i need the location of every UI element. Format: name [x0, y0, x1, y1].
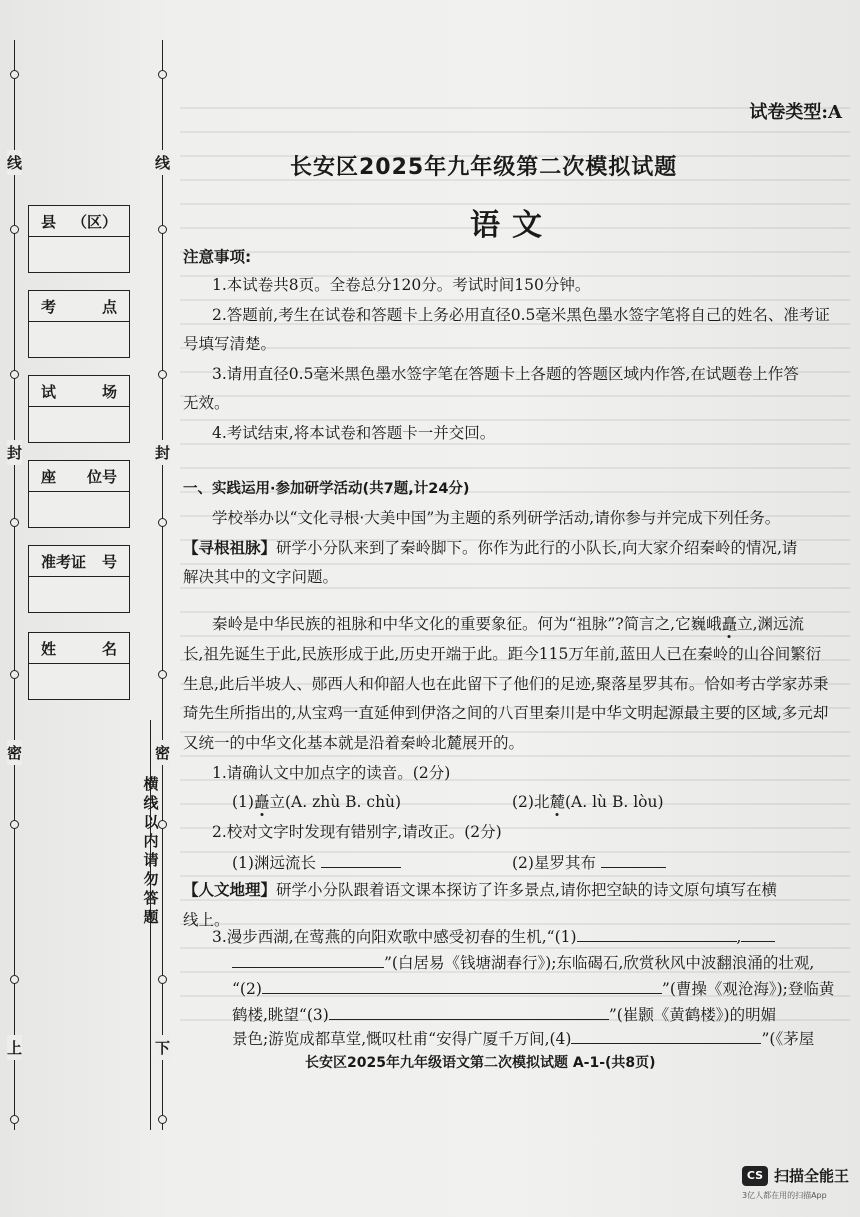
page-footer: 长安区2025年九年级语文第二次模拟试题 A-1-(共8页) — [305, 1055, 656, 1071]
question-text: 景色;游览成都草堂,慨叹杜甫“安得广厦千万间,(4) — [232, 1030, 572, 1048]
note-item: 2.答题前,考生在试卷和答题卡上务必用直径0.5毫米黑色墨水签字笔将自己的姓名、准考证 — [212, 306, 830, 324]
question-2-b — [512, 851, 666, 873]
binding-hole — [10, 975, 19, 984]
field-label: 县 — [41, 212, 57, 231]
exam-title: 长安区2025年九年级第二次模拟试题 — [290, 155, 678, 180]
exam-site-field[interactable] — [28, 290, 130, 358]
dotted-char: 矗 — [253, 793, 270, 811]
binding-hole — [158, 370, 167, 379]
passage-text: 秦岭是中华民族的祖脉和中华文化的重要象征。何为“祖脉”?简言之,它巍峨 — [212, 615, 722, 633]
passage-line — [212, 614, 804, 634]
task-intro — [183, 538, 797, 558]
answer-blank[interactable] — [321, 851, 401, 868]
binding-label-up: 上 — [7, 1035, 22, 1060]
question-1: 1.请确认文中加点字的读音。(2分) — [212, 764, 451, 782]
binding-hole — [158, 70, 167, 79]
binding-hole — [10, 820, 19, 829]
binding-hole — [158, 518, 167, 527]
question-text: ”(《茅屋 — [761, 1030, 815, 1048]
field-label: 座 — [41, 467, 57, 486]
binding-label-down: 下 — [155, 1035, 170, 1060]
note-item: 3.请用直径0.5毫米黑色墨水签字笔在答题卡上各题的答题区域内作答,在试题卷上作答 — [212, 365, 799, 383]
binding-hole — [158, 1115, 167, 1124]
question-1-option-b — [512, 792, 664, 812]
binding-hole — [10, 518, 19, 527]
dotted-char: 麓 — [549, 793, 565, 811]
passage-text: 立,渊远流 — [737, 615, 805, 633]
county-field[interactable] — [28, 205, 130, 273]
question-2: 2.校对文字时发现有错别字,请改正。(2分) — [212, 823, 502, 841]
option-number: (1) — [232, 793, 254, 811]
question-2-a — [232, 851, 401, 873]
field-label: 名 — [101, 639, 117, 658]
answer-blank[interactable] — [577, 925, 737, 942]
field-label: 点 — [101, 297, 117, 316]
task-text: 研学小分队跟着语文课本探访了许多景点,请你把空缺的诗文原句填写在横 — [276, 881, 777, 899]
binding-hole — [10, 225, 19, 234]
note-item: 号填写清楚。 — [183, 335, 277, 353]
subject-title: 语文 — [470, 208, 554, 243]
task-text: 解决其中的文字问题。 — [183, 568, 339, 586]
task-text: 线上。 — [183, 911, 230, 929]
binding-label-line: 线 — [7, 150, 22, 175]
answer-blank[interactable] — [329, 1003, 609, 1020]
admission-ticket-field[interactable] — [28, 545, 130, 613]
field-label: 号 — [101, 552, 117, 571]
question-3-line — [232, 951, 814, 973]
binding-hole — [10, 670, 19, 679]
binding-hole — [158, 975, 167, 984]
notes-heading: 注意事项: — [183, 248, 252, 266]
seat-number-field[interactable] — [28, 460, 130, 528]
option-text: 立(A. zhù B. chù) — [269, 793, 402, 811]
answer-blank[interactable] — [232, 951, 384, 968]
section-intro: 学校举办以“文化寻根·大美中国”为主题的系列研学活动,请你参与并完成下列任务。 — [212, 509, 781, 527]
passage-line: 生息,此后半坡人、郧西人和仰韶人也在此留下了他们的足迹,聚落星罗其布。恰如考古学家苏秉 — [183, 675, 829, 693]
passage-line: 又统一的中华文化基本就是沿着秦岭北麓展开的。 — [183, 734, 525, 752]
cs-logo-icon: CS — [742, 1166, 768, 1186]
paper-type: 试卷类型:A — [749, 102, 842, 123]
scanner-name: 扫描全能王 — [774, 1167, 850, 1185]
section-heading: 一、实践运用·参加研学活动(共7题,计24分) — [183, 481, 470, 497]
question-1-option-a — [232, 792, 401, 812]
passage-line: 琦先生所指出的,从宝鸡一直延伸到伊洛之间的八百里秦川是中华文明起源最主要的区域,多元却 — [183, 704, 829, 722]
binding-label-seal: 封 — [155, 440, 170, 465]
question-text: (2)星罗其布 — [512, 854, 596, 872]
question-text: (1)渊远流长 — [232, 854, 316, 872]
binding-hole — [10, 370, 19, 379]
binding-label-secret: 密 — [155, 740, 170, 765]
answer-blank[interactable] — [262, 977, 662, 994]
passage-line: 长,祖先诞生于此,民族形成于此,历史开端于此。距今115万年前,蓝田人已在秦岭的山谷间繁衍 — [183, 645, 822, 663]
field-label: 位号 — [86, 467, 117, 486]
binding-hole — [10, 70, 19, 79]
binding-line-right — [162, 40, 163, 1130]
field-label: 准考证 — [41, 552, 87, 571]
exam-room-field[interactable] — [28, 375, 130, 443]
question-text: 鹤楼,眺望“(3) — [232, 1006, 329, 1024]
field-label: 姓 — [41, 639, 57, 658]
scanner-tagline: 3亿人都在用的扫描App — [742, 1191, 827, 1200]
binding-label-secret: 密 — [7, 740, 22, 765]
question-3-line — [232, 1027, 814, 1049]
binding-hole — [158, 670, 167, 679]
binding-hole — [10, 1115, 19, 1124]
binding-label-line: 线 — [155, 150, 170, 175]
binding-label-seal: 封 — [7, 440, 22, 465]
answer-blank[interactable] — [571, 1027, 761, 1044]
answer-blank[interactable] — [741, 925, 775, 942]
note-item: 4.考试结束,将本试卷和答题卡一并交回。 — [212, 424, 496, 442]
question-text: ”(曹操《观沧海》);登临黄 — [661, 980, 835, 998]
binding-hole — [158, 225, 167, 234]
binding-margin — [0, 40, 180, 1130]
note-item: 1.本试卷共8页。全卷总分120分。考试时间150分钟。 — [212, 276, 591, 294]
question-3-line — [232, 977, 834, 999]
question-text: 3.漫步西湖,在莺燕的向阳欢歌中感受初春的生机,“(1) — [212, 928, 577, 946]
question-text: ”(崔颢《黄鹤楼》)的明媚 — [608, 1006, 777, 1024]
task-text: 研学小分队来到了秦岭脚下。你作为此行的小队长,向大家介绍秦岭的情况,请 — [276, 539, 798, 557]
field-label: 场 — [101, 382, 117, 401]
question-3-line: 3.漫步西湖,在莺燕的向阳欢歌中感受初春的生机,“(1) , — [212, 925, 852, 947]
field-label: （区） — [71, 212, 117, 231]
no-answer-warning: 横线以内请勿答题 — [143, 775, 159, 926]
name-field[interactable] — [28, 632, 130, 700]
task-tag: 【人文地理】 — [183, 881, 277, 899]
question-text: “(2) — [232, 980, 262, 998]
dotted-char: 矗 — [721, 615, 738, 633]
binding-line-left — [14, 40, 15, 1130]
question-3-line — [232, 1003, 776, 1025]
field-label: 考 — [41, 297, 57, 316]
answer-blank[interactable] — [601, 851, 666, 868]
field-label: 试 — [41, 382, 57, 401]
note-item: 无效。 — [183, 394, 230, 412]
task-intro — [183, 880, 777, 900]
scanner-watermark — [742, 1165, 849, 1186]
task-tag: 【寻根祖脉】 — [183, 539, 277, 557]
option-text: (A. lù B. lòu) — [564, 793, 664, 811]
question-text: ”(白居易《钱塘湖春行》);东临碣石,欣赏秋风中波翻浪涌的壮观, — [384, 954, 815, 972]
option-number: (2)北 — [512, 793, 550, 811]
